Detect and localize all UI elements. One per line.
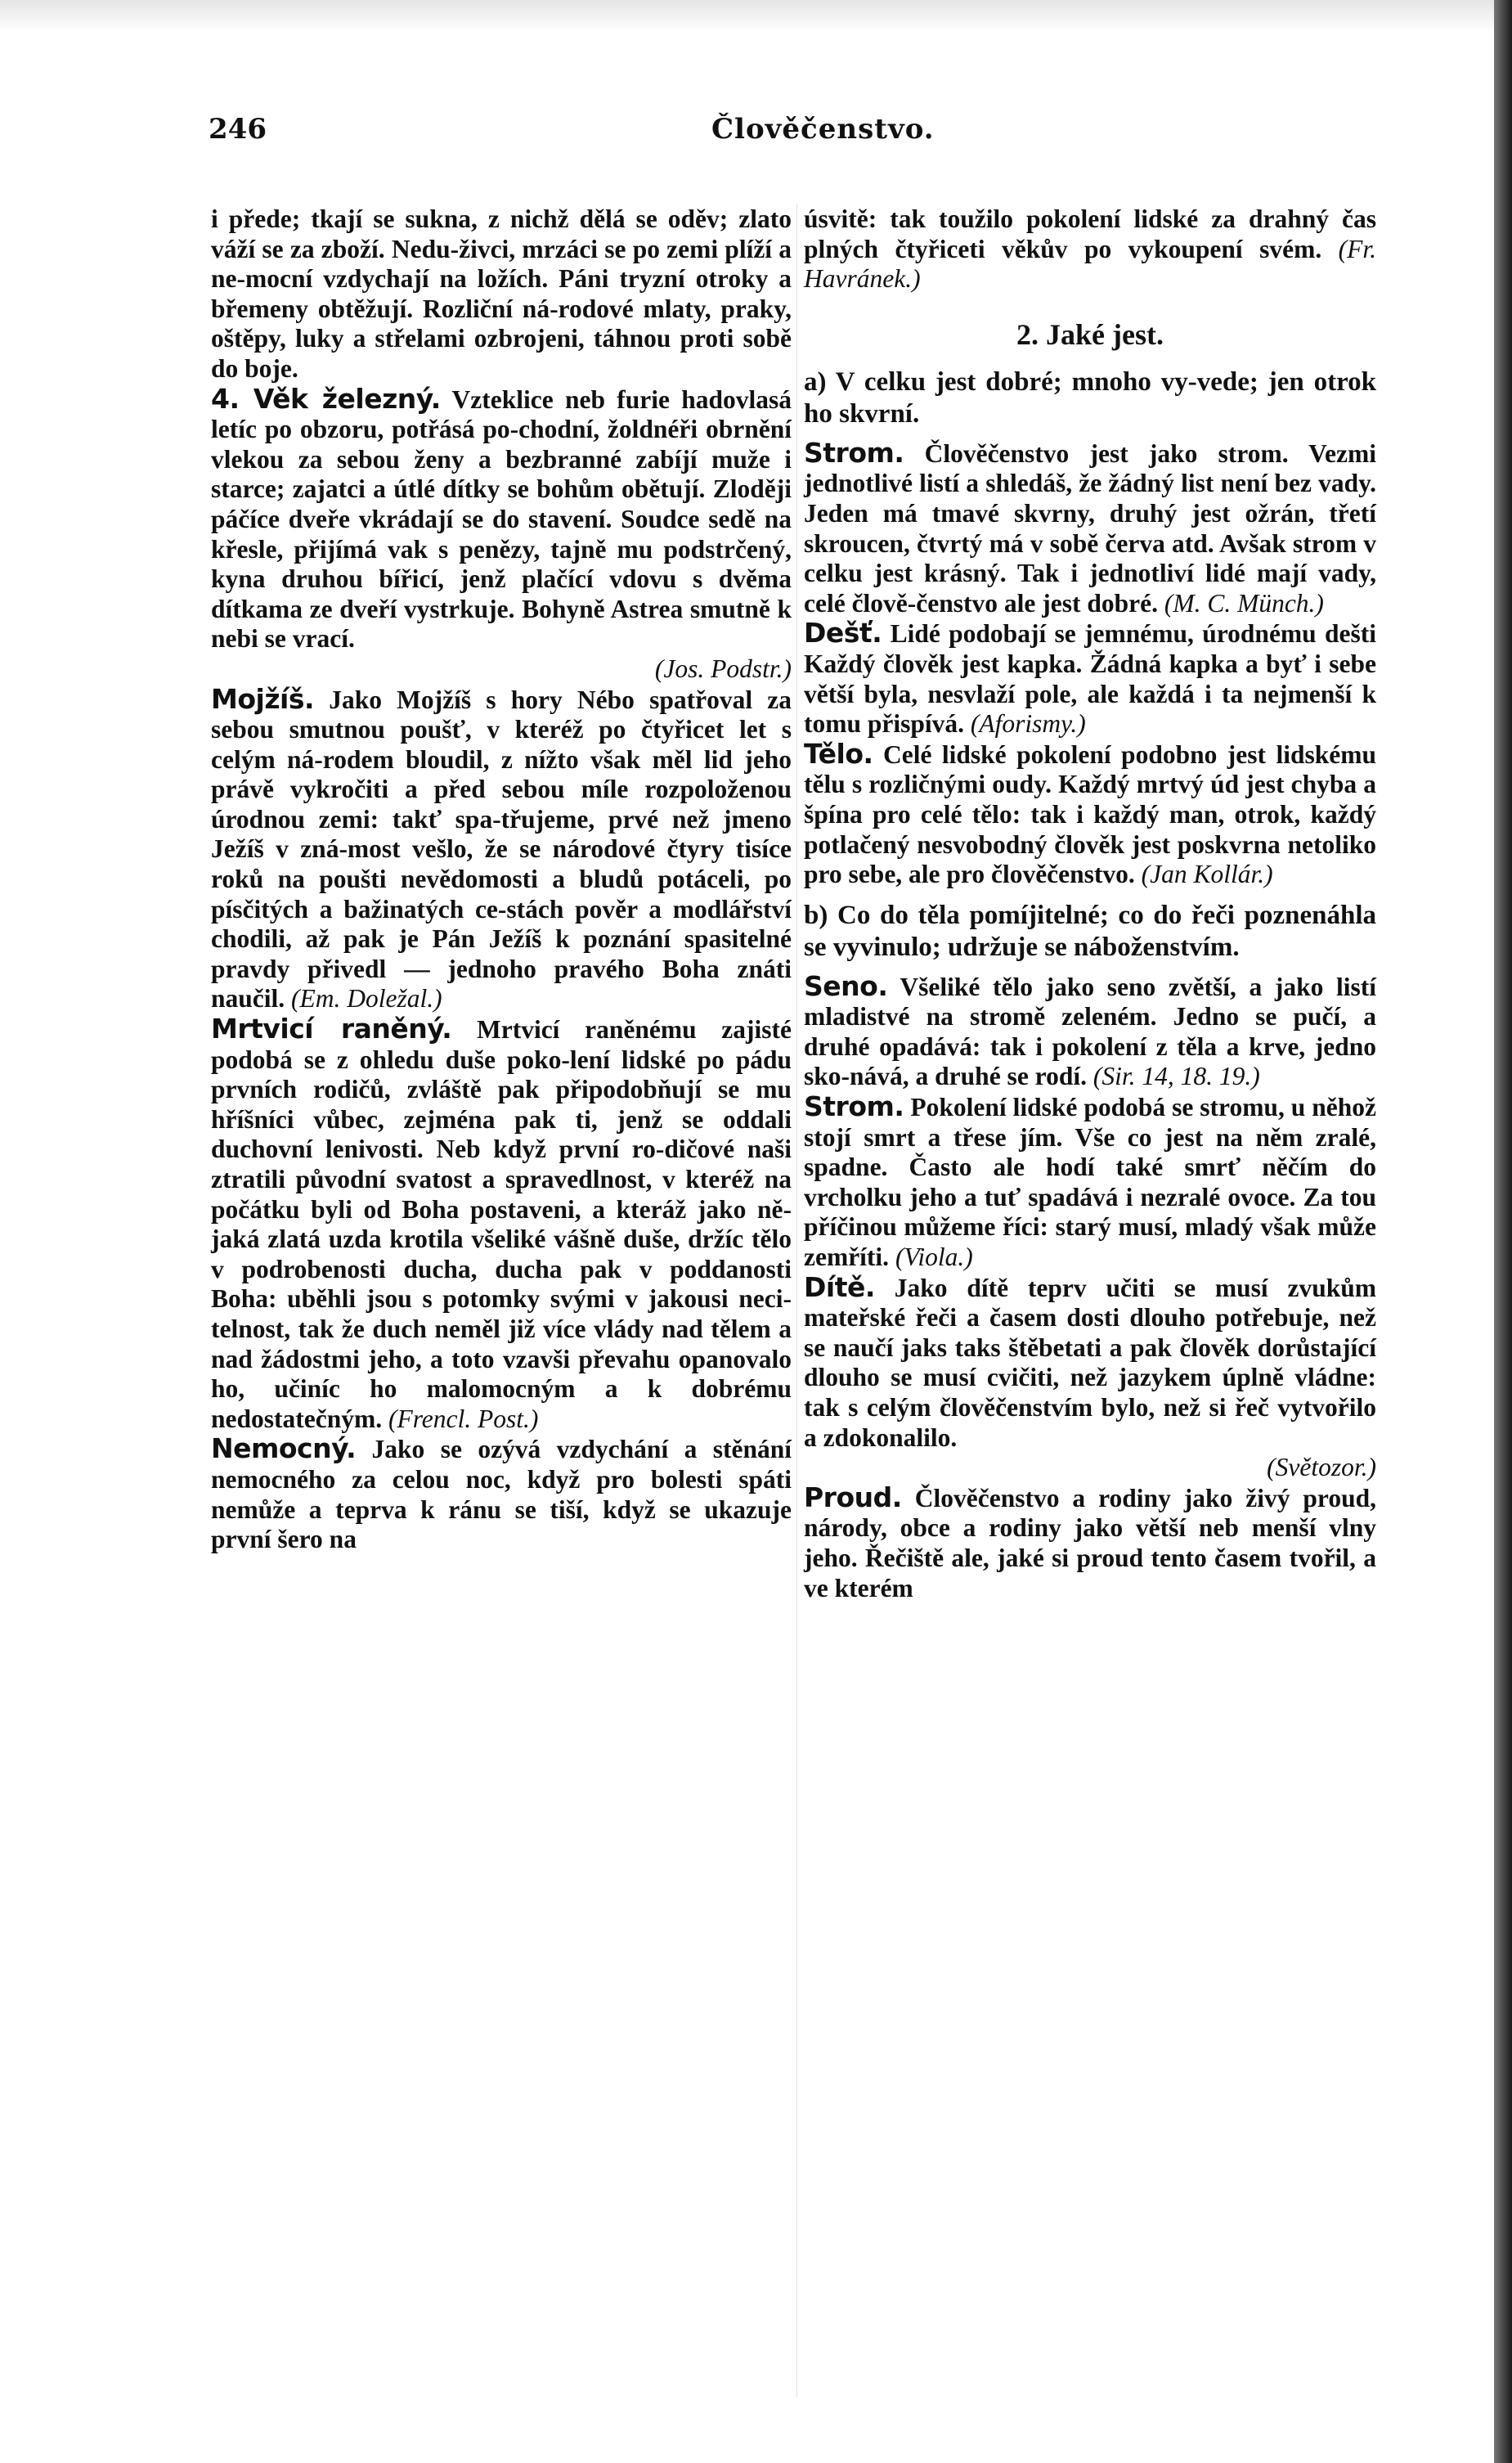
source-citation: (Sir. 14, 18. 19.) <box>1092 1062 1260 1091</box>
paragraph: Dítě. Jako dítě teprv učiti se musí zvukům mateřské řeči a časem dosti dlouho potřebuje, než se naučí jaks taks štěbetati a pak člověk dorůstající dlouho se musí cvičiti, než jazykem úplně vládne: tak s celým člověčenstvím bylo, než si řeč vytvořilo a zdokonalilo. <box>804 1270 1377 1452</box>
paragraph: Seno. Všeliké tělo jako seno zvětší, a jako listí mladistvé na stromě zeleném. Jedno se pučí, a druhé opadává: tak i pokolení z těla a krve, jedno sko-nává, a druhé se rodí. (Sir. 14, 18. 19.) <box>804 969 1376 1091</box>
page-edge <box>1494 0 1512 2463</box>
entry-keyword: Proud. <box>804 1481 902 1513</box>
paragraph: Strom. Pokolení lidské podobá se stromu, u něhož stojí smrt a třese jím. Vše co jest na něm zralé, spadne. Často ale hodí také smrť něčím do vrcholku jeho a tuť spadává i nezralé ovoce. Za tou příčinou můžeme říci: starý musí, mladý však může zemříti. (Viola.) <box>804 1090 1376 1272</box>
subsection-heading: a) V celku jest dobré; mnoho vy-vede; jen otrok ho skvrní. <box>804 366 1376 429</box>
entry-keyword: Mojžíš. <box>211 682 315 715</box>
source-citation: (Frencl. Post.) <box>388 1404 539 1433</box>
source-citation: (Viola.) <box>895 1243 973 1272</box>
paragraph: i přede; tkají se sukna, z nichž dělá se oděv; zlato váží se za zboží. Nedu-živci, mrzáci se po zemi plíží a ne-mocní vzdychají na ložích. Páni tryzní otroky a břemeny obtěžují. Rozliční ná-rodové mlaty, praky, oštěpy, luky a střelami ozbrojeni, táhnou proti sobě do boje. <box>211 205 792 383</box>
page-top-shadow <box>0 0 1494 33</box>
source-citation: (Jos. Podstr.) <box>654 654 792 683</box>
source-citation: (Em. Doležal.) <box>291 984 442 1014</box>
paragraph: 4. Věk železný. Vzteklice neb furie hadovlasá letíc po obzoru, potřásá po-chodní, žoldnéři obrnění vlekou za sebou ženy a bezbranné zabíjí muže i starce; zajatci a útlé dítky se bohům obětují. Zloději páčíce dveře vkrádají se do stavení. Soudce sedě na křesle, přijímá vak s penězy, tajně mu podstrčený, kyna druhou bířicí, jenž plačící vdovu s dvěma dítkama ze dveří vystrkuje. Bohyně Astrea smutně k nebi se vrací. <box>211 382 792 654</box>
paragraph: Dešť. Lidé podobají se jemnému, úrodnému dešti Každý člověk jest kapka. Žádná kapka a byť i sebe větší byla, nesvlaží pole, ale každá i ta nejmenší k tomu přispívá. (Aforismy.) <box>804 617 1377 739</box>
entry-keyword: Dítě. <box>804 1270 875 1303</box>
paragraph: Strom. Člověčenstvo jest jako strom. Vezmi jednotlivé listí a shledáš, že žádný list není bez vady. Jeden má tmavé skvrny, druhý jest ožrán, třetí skroucen, čtvrtý má v sobě červa atd. Avšak strom v celku jest krásný. Tak i jednotliví lidé mají vady, celé člově-čenstvo ale jest dobré. (M. C. Münch.) <box>804 436 1376 618</box>
paragraph: Tělo. Celé lidské pokolení podobno jest lidskému tělu s rozličnými oudy. Každý mrtvý úd jest chyba a špína pro celé tělo: tak i každý man, otrok, každý potlačený nesvobodný člověk jest poskvrna netoliko pro sebe, ale pro člověčenstvo. (Jan Kollár.) <box>804 737 1376 889</box>
running-title: Člověčenstvo. <box>711 113 935 146</box>
paragraph: Nemocný. Jako se ozývá vzdychání a stěnání nemocného za celou noc, když pro bolesti spáti nemůže a teprva k ránu se tiší, když se ukazuje první šero na <box>211 1432 792 1554</box>
source-citation: (Jan Kollár.) <box>1141 860 1273 889</box>
paragraph: Mojžíš. Jako Mojžíš s hory Nébo spatřoval za sebou smutnou poušť, v kteréž po čtyřicet let s celým ná-rodem bloudil, z nížto však měl lid jeho právě vykročiti a před sebou míle rozpoloženou úrodnou zemi: takť spa-třujeme, prvé než jmeno Ježíš v zná-most vešlo, že se národové čtyry tisíce roků na poušti nevědomosti a bludů potáceli, po písčitých a bažinatých ce-stách pověr a modlářství chodili, až pak je Pán Ježíš k poznání spasitelné pravdy přivedl — jednoho pravého Boha znáti naučil. (Em. Doležal.) <box>211 682 792 1014</box>
paragraph: Proud. Člověčenstvo a rodiny jako živý proud, národy, obce a rodiny jako větší neb menší vlny jeho. Řečiště ale, jaké si proud tento časem tvořil, a ve kterém <box>804 1481 1376 1602</box>
paragraph: Mrtvicí raněný. Mrtvicí raněnému zajisté podobá se z ohledu duše poko-lení lidské po pádu prvních rodičů, zvláště pak připodobňují se mu hříšníci vůbec, zejména pak ti, jenž se oddali duchovní lenivosti. Neb když první ro-dičové naši ztratili původní svatost a spravedlnost, v kteréž na počátku byli od Boha postaveni, a kteráž jako ně-jaká zlatá uzda krotila všeliké vášně duše, držíc tělo v podrobenosti ducha, ducha pak v poddanosti Boha: uběhli jsou s potomky svými v jakousi neci-telnost, tak že duch neměl již více vlády nad tělem a nad žádostmi jeho, a toto vzavši převahu opanovalo ho, učiníc ho malomocným a k dobrému nedostatečným. (Frencl. Post.) <box>211 1013 792 1433</box>
entry-keyword: Mrtvicí raněný. <box>211 1013 452 1045</box>
entry-keyword: Seno. <box>804 969 888 1002</box>
column-divider <box>796 205 797 2397</box>
entry-keyword: Strom. <box>804 1090 904 1123</box>
source-citation: (Světozor.) <box>1267 1453 1376 1482</box>
source-citation: (Aforismy.) <box>970 709 1086 739</box>
entry-keyword: Dešť. <box>804 617 882 649</box>
left-column <box>211 205 792 1555</box>
entry-keyword: 4. Věk železný. <box>211 382 441 415</box>
subsection-heading: b) Co do těla pomíjitelné; co do řeči poznenáhla se vyvinulo; udržuje se náboženstvím. <box>804 900 1377 962</box>
entry-keyword: Strom. <box>804 436 904 469</box>
right-column <box>804 205 1376 1603</box>
entry-keyword: Tělo. <box>804 737 873 770</box>
page-header <box>209 113 935 162</box>
paragraph: úsvitě: tak toužilo pokolení lidské za drahný čas plných čtyřiceti věkův po vykoupení svém. (Fr. Havránek.) <box>804 205 1377 294</box>
entry-keyword: Nemocný. <box>211 1432 357 1465</box>
chapter-heading: 2. Jaké jest. <box>1016 317 1164 351</box>
source-citation: (M. C. Münch.) <box>1164 588 1324 618</box>
page-number: 246 <box>209 113 267 146</box>
source-citation: (Fr. Havránek.) <box>804 234 1377 294</box>
